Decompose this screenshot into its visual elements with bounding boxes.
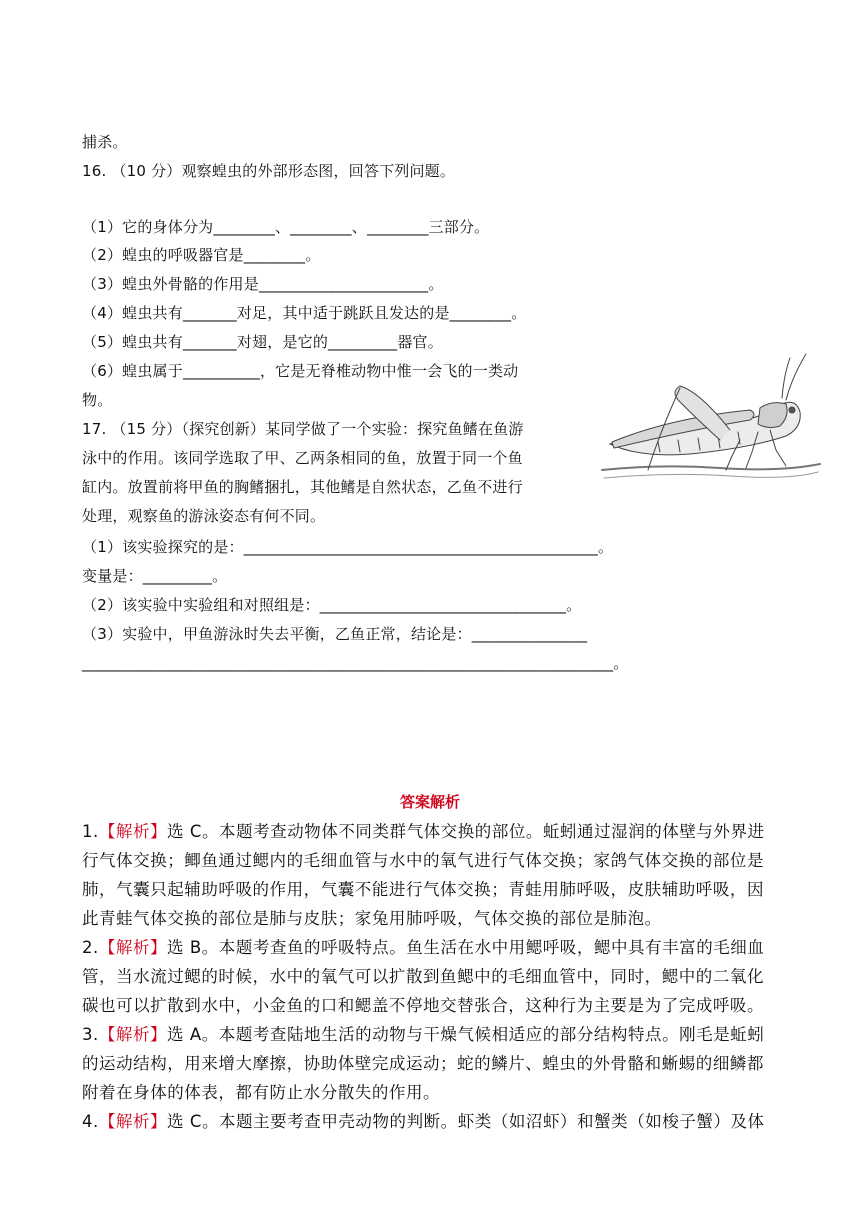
answer-number: 4. [82, 1112, 99, 1131]
question-17-title: 17. （15 分）（探究创新）某同学做了一个实验：探究鱼鳍在鱼游 [82, 420, 524, 438]
text-line: 捕杀。 [82, 133, 128, 151]
question-17-part-3: （3）实验中，甲鱼游泳时失去平衡，乙鱼正常，结论是：_______________ [82, 625, 588, 643]
answer-number: 3. [82, 1025, 99, 1044]
question-16-part-5: （5）蝗虫共有_______对翅，是它的_________器官。 [82, 333, 443, 351]
question-16-part-3: （3）蝗虫外骨骼的作用是______________________。 [82, 275, 444, 293]
question-17-variable: 变量是：_________。 [82, 567, 228, 585]
analysis-tag: 【解析】 [98, 1025, 168, 1044]
question-17-text: 处理，观察鱼的游泳姿态有何不同。 [82, 507, 326, 525]
answer-number: 1. [82, 822, 99, 841]
answer-text-line: 肺，气囊只起辅助呼吸的作用，气囊不能进行气体交换；青蛙用肺呼吸，皮肤辅助呼吸，因 [82, 880, 764, 899]
question-16-title: 16. （10 分）观察蝗虫的外部形态图，回答下列问题。 [82, 162, 456, 180]
answer-text-line: 行气体交换；鲫鱼通过鳃内的毛细血管与水中的氧气进行气体交换；家鸽气体交换的部位是 [82, 851, 764, 870]
answer-item-3 [82, 1025, 764, 1045]
question-16-part-2: （2）蝗虫的呼吸器官是________。 [82, 246, 321, 264]
answer-text: 选 C。本题考查动物体不同类群气体交换的部位。蚯蚓通过湿润的体壁与外界进 [167, 822, 765, 841]
answer-text-line: 此青蛙气体交换的部位是肺与皮肤；家兔用肺呼吸，气体交换的部位是肺泡。 [82, 909, 662, 928]
analysis-tag: 【解析】 [98, 938, 168, 957]
question-17-answer-blank: _____________________________________________________________________。 [82, 654, 629, 672]
question-16-part-4: （4）蝗虫共有_______对足，其中适于跳跃且发达的是________。 [82, 304, 527, 322]
analysis-tag: 【解析】 [98, 822, 168, 841]
question-17-part-2: （2）该实验中实验组和对照组是：________________________________。 [82, 596, 582, 614]
answer-text-line: 附着在身体的体表，都有防止水分散失的作用。 [82, 1083, 441, 1102]
text-line: 物。 [82, 391, 113, 409]
answer-item-2 [82, 938, 764, 958]
question-17-text: 泳中的作用。该同学选取了甲、乙两条相同的鱼，放置于同一个鱼 [82, 449, 523, 467]
question-16-part-6: （6）蝗虫属于__________，它是无脊椎动物中惟一会飞的一类动 [82, 362, 519, 380]
answer-item-4 [82, 1112, 765, 1132]
answer-text-line: 管，当水流过鳃的时候，水中的氧气可以扩散到鱼鳃中的毛细血管中，同时，鳃中的二氧化 [82, 967, 764, 986]
analysis-tag: 【解析】 [98, 1112, 168, 1131]
question-16-part-1: （1）它的身体分为________、________、________三部分。 [82, 218, 490, 236]
answer-number: 2. [82, 938, 99, 957]
grasshopper-illustration [600, 352, 822, 492]
answer-text: 选 B。本题考查鱼的呼吸特点。鱼生活在水中用鳃呼吸，鳃中具有丰富的毛细血 [167, 938, 765, 957]
question-17-text: 缸内。放置前将甲鱼的胸鳍捆扎，其他鳍是自然状态，乙鱼不进行 [82, 478, 523, 496]
answer-text: 选 C。本题主要考查甲壳动物的判断。虾类（如沼虾）和蟹类（如梭子蟹）及体 [167, 1112, 765, 1131]
answer-text: 选 A。本题考查陆地生活的动物与干燥气候相适应的部分结构特点。刚毛是蚯蚓 [167, 1025, 765, 1044]
answer-text-line: 的运动结构，用来增大摩擦，协助体壁完成运动；蛇的鳞片、蝗虫的外骨骼和蜥蜴的细鳞都 [82, 1054, 764, 1073]
answer-text-line: 碳也可以扩散到水中，小金鱼的口和鳃盖不停地交替张合，这种行为主要是为了完成呼吸。 [82, 996, 764, 1015]
question-17-part-1: （1）该实验探究的是：______________________________________________。 [82, 538, 614, 556]
answer-item-1 [82, 822, 765, 842]
answer-heading: 答案解析 [399, 793, 460, 811]
